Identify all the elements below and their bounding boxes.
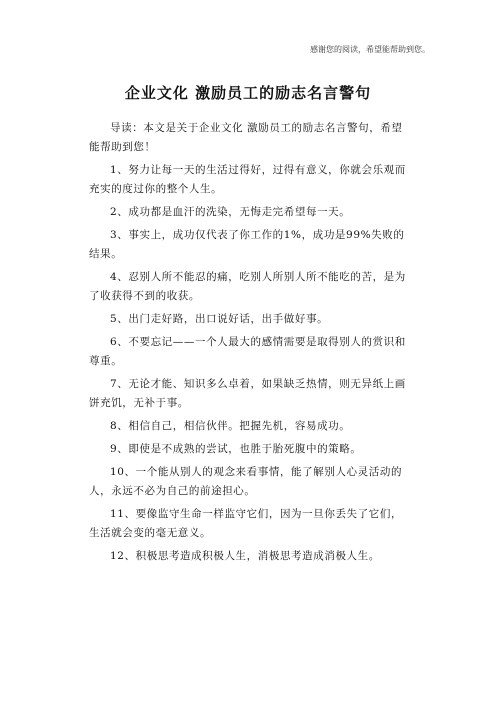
quote-item-10: 10、一个能从别人的观念来看事情，能了解别人心灵活动的人，永远不必为自己的前途担心。 <box>89 466 403 497</box>
header-note: 感谢您的阅读，希望能帮助到您。 <box>310 45 430 54</box>
document-title: 企业文化 激励员工的励志名言警句 <box>124 84 372 102</box>
intro-paragraph: 导读：本文是关于企业文化 激励员工的励志名言警句，希望能帮助到您！ <box>89 122 403 153</box>
quote-item-8: 8、相信自己，相信伙伴。把握先机，容易成功。 <box>110 420 351 432</box>
quote-item-11: 11、要像监守生命一样监守它们，因为一旦你丢失了它们，生活就会变的毫无意义。 <box>89 508 403 539</box>
quote-item-5: 5、出门走好路，出口说好话，出手做好事。 <box>110 313 329 325</box>
quote-item-9: 9、即使是不成熟的尝试，也胜于胎死腹中的策略。 <box>110 443 362 455</box>
quote-item-1: 1、努力让每一天的生活过得好，过得有意义，你就会乐观而充实的度过你的整个人生。 <box>89 164 406 195</box>
document-body <box>89 119 407 570</box>
quote-item-4: 4、忍别人所不能忍的痛，吃别人所别人所不能吃的苦，是为了收获得不到的收获。 <box>89 271 406 302</box>
quote-item-2: 2、成功都是血汗的洗染，无悔走完希望每一天。 <box>110 206 351 218</box>
quote-item-12: 12、积极思考造成积极人生，消极思考造成消极人生。 <box>110 550 380 562</box>
quote-item-7: 7、无论才能、知识多么卓着，如果缺乏热情，则无异纸上画饼充饥，无补于事。 <box>89 378 406 409</box>
quote-item-3: 3、事实上，成功仅代表了你工作的1%，成功是99%失败的结果。 <box>89 229 405 260</box>
quote-item-6: 6、不要忘记——一个人最大的感情需要是取得别人的赏识和尊重。 <box>89 336 406 367</box>
